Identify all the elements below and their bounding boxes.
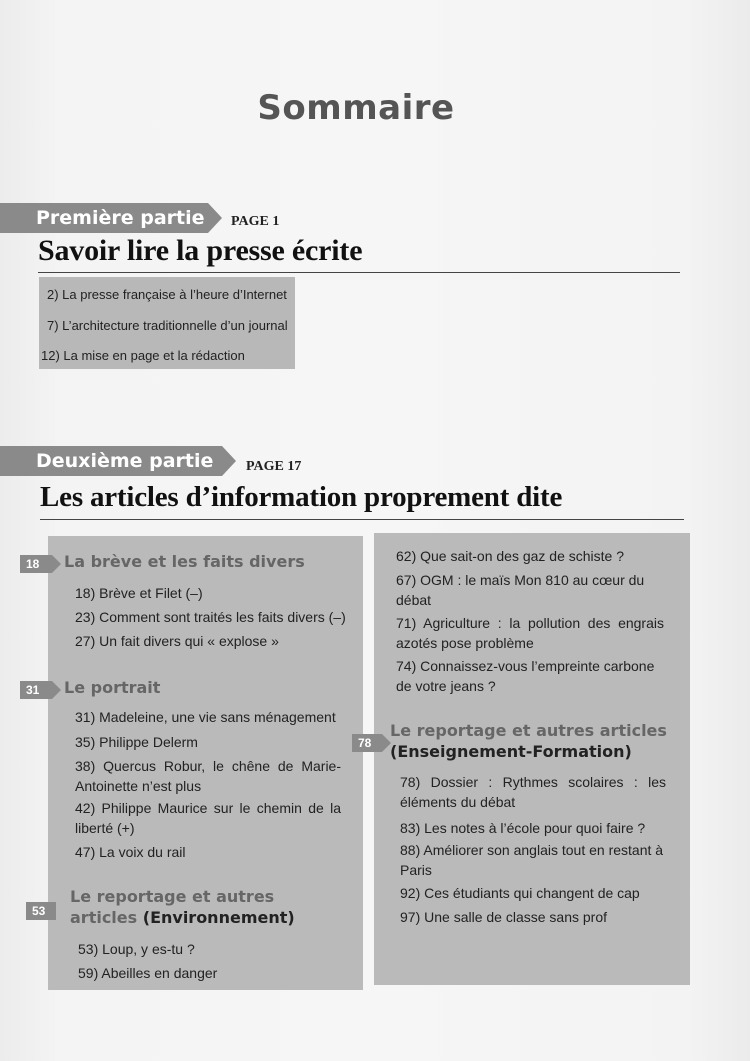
- section-badge: 78: [352, 734, 382, 752]
- section-title-line: Le reportage et autres articles: [390, 721, 667, 740]
- toc-item[interactable]: 59) Abeilles en danger: [78, 965, 218, 981]
- part-one-page-ref: PAGE 1: [231, 214, 280, 229]
- page-title: Sommaire: [257, 88, 455, 128]
- toc-item[interactable]: 92) Ces étudiants qui changent de cap: [400, 885, 640, 901]
- toc-item[interactable]: 74) Connaissez-vous l’empreinte carbone de votre jeans ?: [396, 658, 655, 694]
- toc-item[interactable]: 27) Un fait divers qui « explose »: [75, 633, 279, 649]
- toc-item[interactable]: 7) L’architecture traditionnelle d’un journal: [47, 318, 288, 333]
- part-two-rule: [40, 519, 684, 520]
- section-title-portrait: Le portrait: [64, 678, 161, 697]
- toc-item[interactable]: 71) Agriculture : la pollution des engrais azotés pose problème: [396, 615, 664, 651]
- part-one-heading: Savoir lire la presse écrite: [38, 234, 363, 267]
- section-title-line: articles: [70, 908, 138, 927]
- toc-item[interactable]: 42) Philippe Maurice sur le chemin de la liberté (+): [75, 800, 341, 836]
- section-title-environnement: [70, 886, 355, 928]
- section-badge: 31: [20, 681, 52, 699]
- toc-item[interactable]: 67) OGM : le maïs Mon 810 au cœur du débat: [396, 572, 645, 608]
- section-title-enseignement: [390, 720, 686, 762]
- toc-item[interactable]: 53) Loup, y es-tu ?: [78, 941, 195, 957]
- toc-item[interactable]: 88) Améliorer son anglais tout en restant à Paris: [400, 842, 664, 878]
- toc-item[interactable]: 38) Quercus Robur, le chêne de Marie-Antoinette n’est plus: [75, 758, 341, 794]
- toc-item[interactable]: 23) Comment sont traités les faits divers (–): [75, 609, 346, 625]
- part-two-heading: Les articles d’information proprement dite: [40, 481, 563, 513]
- part-one-contents: [39, 277, 295, 369]
- toc-item[interactable]: 62) Que sait-on des gaz de schiste ?: [396, 548, 625, 564]
- toc-item[interactable]: 12) La mise en page et la rédaction: [41, 348, 245, 363]
- toc-item[interactable]: 2) La presse française à l’heure d’Internet: [47, 287, 287, 302]
- part-two-page-ref: PAGE 17: [246, 459, 302, 474]
- toc-item[interactable]: 35) Philippe Delerm: [75, 734, 198, 750]
- section-badge: 53: [26, 902, 56, 920]
- toc-item[interactable]: 47) La voix du rail: [75, 844, 186, 860]
- section-title-qualifier: (Enseignement-Formation): [390, 742, 632, 761]
- toc-item[interactable]: 31) Madeleine, une vie sans ménagement: [75, 709, 336, 725]
- section-title-line: Le reportage et autres: [70, 887, 275, 906]
- toc-item[interactable]: 97) Une salle de classe sans prof: [400, 909, 607, 925]
- toc-item[interactable]: 18) Brève et Filet (–): [75, 585, 203, 601]
- section-title-breve: La brève et les faits divers: [64, 552, 305, 571]
- part-two-tab: Deuxième partie: [0, 446, 222, 476]
- part-one-rule: [38, 272, 680, 273]
- toc-item[interactable]: 78) Dossier : Rythmes scolaires : les éléments du débat: [400, 774, 666, 810]
- section-title-qualifier: (Environnement): [142, 908, 295, 927]
- part-one-tab: Première partie: [0, 203, 208, 233]
- toc-item[interactable]: 83) Les notes à l’école pour quoi faire ?: [400, 820, 646, 836]
- section-badge: 18: [20, 555, 52, 573]
